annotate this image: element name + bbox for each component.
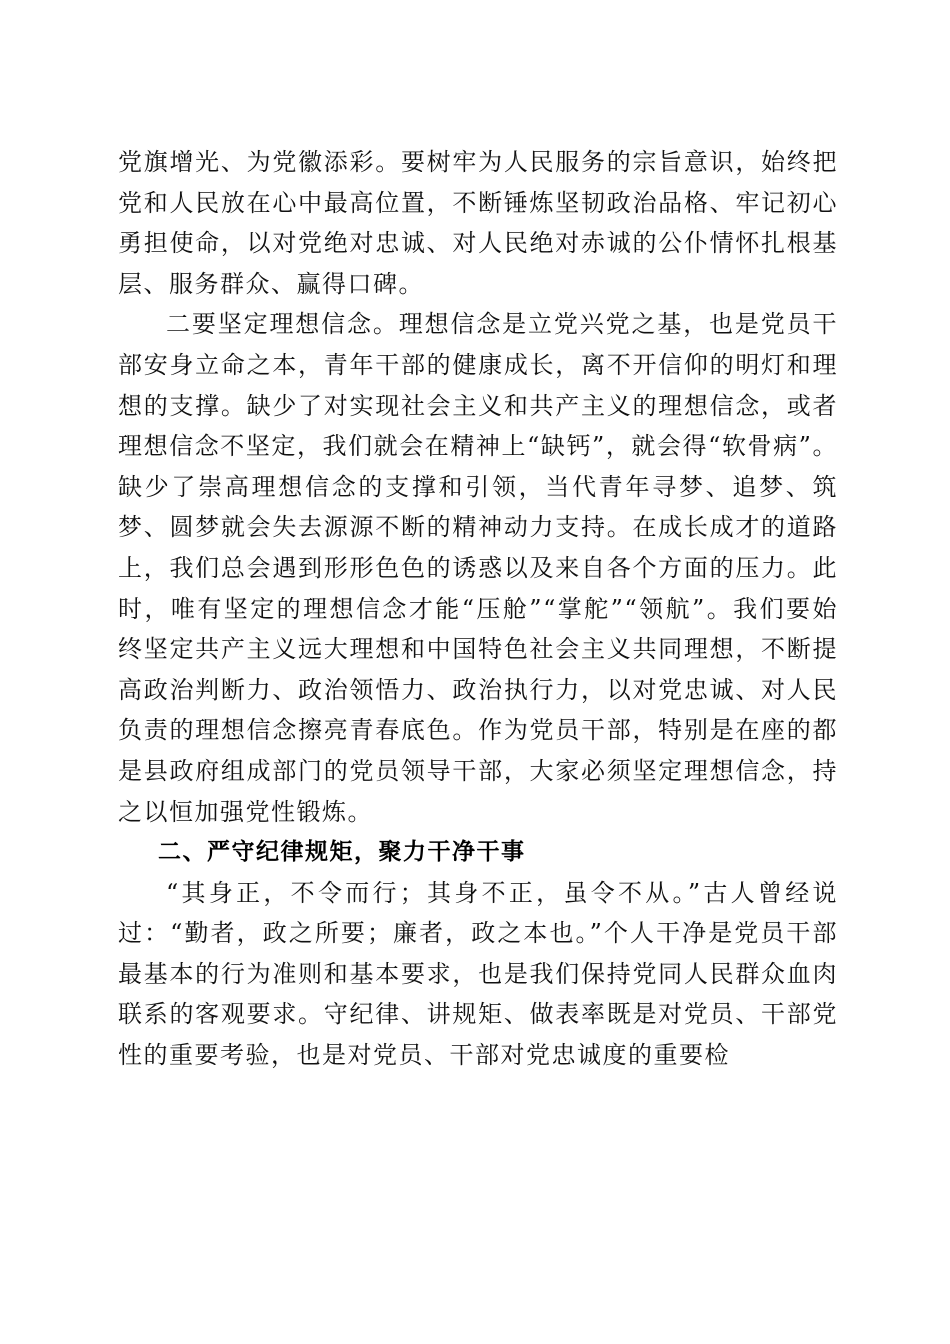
paragraph-ideals-beliefs: 二要坚定理想信念。理想信念是立党兴党之基，也是党员干部安身立命之本，青年干部的健康成长，离不开信仰的明灯和理想的支撑。缺少了对实现社会主义和共产主义的理想信念，或者理想信念不坚定，我们就会在精神上“缺钙”，就会得“软骨病”。缺少了崇高理想信念的支撑和引领，当代青年寻梦、追梦、筑梦、圆梦就会失去源源不断的精神动力支持。在成长成才的道路上，我们总会遇到形形色色的诱惑以及来自各个方面的压力。此时，唯有坚定的理想信念才能“压舱”“掌舵”“领航”。我们要始终坚定共产主义远大理想和中国特色社会主义共同理想，不断提高政治判断力、政治领悟力、政治执行力，以对党忠诚、对人民负责的理想信念擦亮青春底色。作为党员干部，特别是在座的都是县政府组成部门的党员领导干部，大家必须坚定理想信念，持之以恒加强党性锻炼。 — [118, 310, 838, 826]
section-heading-discipline: 二、严守纪律规矩，聚力干净干事 — [158, 839, 526, 866]
paragraph-party-service: 党旗增光、为党徽添彩。要树牢为人民服务的宗旨意识，始终把党和人民放在心中最高位置，不断锤炼坚韧政治品格、牢记初心勇担使命，以对党绝对忠诚、对人民绝对赤诚的公仆情怀扎根基层、服务群众、赢得口碑。 — [118, 148, 838, 298]
document-body — [118, 142, 838, 1076]
paragraph-discipline-rules: “其身正，不令而行；其身不正，虽令不从。”古人曾经说过：“勤者，政之所要；廉者，政之本也。”个人干净是党员干部最基本的行为准则和基本要求，也是我们保持党同人民群众血肉联系的客观要求。守纪律、讲规矩、做表率既是对党员、干部党性的重要考验，也是对党员、干部对党忠诚度的重要检 — [118, 878, 838, 1070]
